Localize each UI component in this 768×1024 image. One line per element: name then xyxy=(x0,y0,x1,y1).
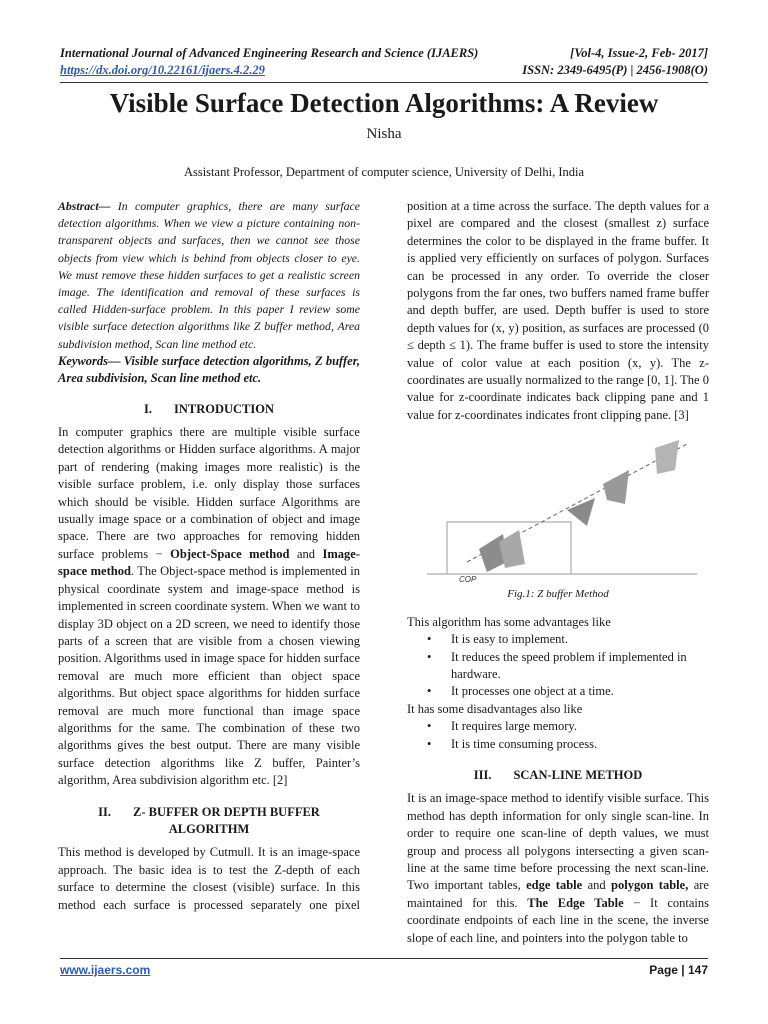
abstract xyxy=(58,198,360,353)
page-number: Page | 147 xyxy=(649,963,708,977)
zbuffer-paragraph-start: This method is developed by Cutmull. It is an image-space approach. The basic idea is to test the Z-depth of each surface to determine the closest (visible) surface. In this method each surface is processed separately one pixel xyxy=(58,845,360,912)
keywords-label: Keywords— xyxy=(58,353,121,368)
section-heading-introduction: I. INTRODUCTION xyxy=(143,401,274,416)
section-heading-scanline: III. SCAN-LINE METHOD xyxy=(473,767,643,782)
running-header-right xyxy=(522,45,708,79)
running-header-left xyxy=(60,45,478,79)
doi-link[interactable]: https://dx.doi.org/10.22161/ijaers.4.2.29 xyxy=(60,63,265,77)
header-divider xyxy=(60,82,708,83)
list-item: • It is easy to implement. xyxy=(407,631,709,648)
disadvantages-list xyxy=(407,718,709,753)
issn: ISSN: 2349-6495(P) | 2456-1908(O) xyxy=(522,63,708,77)
list-item: • It processes one object at a time. xyxy=(407,683,709,700)
author-name: Nisha xyxy=(366,126,402,142)
list-item: • It is time consuming process. xyxy=(407,736,709,753)
paper-title: Visible Surface Detection Algorithms: A Review xyxy=(109,88,659,118)
polygon-mid-2 xyxy=(603,470,629,504)
scanline-paragraph: It is an image-space method to identify visible surface. This method has depth information for only single scan-line. In order to require one scan-line of depth values, we must group and process all polygons intersecting a given scan-line at the same time before processing the next scan-line. Two important tables, edge table and polygon table, are maintained for this. The Edge Table − It contains coordinate endpoints of each line in the scene, the inverse slope of each line, and pointers into the polygon table to xyxy=(407,791,709,945)
disadvantages-intro: It has some disadvantages also like xyxy=(407,701,583,716)
figure-caption: Fig.1: Z buffer Method xyxy=(507,588,609,601)
section-heading-zbuffer: II. Z- BUFFER OR DEPTH BUFFER ALGORITHM xyxy=(98,804,320,836)
list-item: • It reduces the speed problem if implemented in hardware. xyxy=(407,649,709,684)
journal-website-link[interactable]: www.ijaers.com xyxy=(60,963,151,977)
cop-label: COP xyxy=(459,575,477,585)
abstract-label: Abstract— xyxy=(58,199,111,213)
zbuffer-paragraph-continued: position at a time across the surface. The depth values for a pixel are compared and the closest (smallest z) surface determines the color to be displayed in the frame buffer. It is applied very efficiently on surfaces of polygon. Surfaces can be processed in any order. To override the closer polygons from the far ones, two buffers named frame buffer and depth buffer, are used. Depth buffer is used to store depth values for (x, y) position, as surfaces are processed (0 ≤ depth ≤ 1). The frame buffer is used to store the intensity value of color value at each position (x, y). The z-coordinates are usually normalized to the range [0, 1]. The 0 value for z-coordinate indicates back clipping pane and 1 value for z-coordinates indicates front clipping pane. [3] xyxy=(407,199,709,422)
keywords xyxy=(58,353,360,388)
volume-issue: [Vol-4, Issue-2, Feb- 2017] xyxy=(570,46,708,60)
introduction-paragraph: In computer graphics there are multiple visible surface detection algorithms or Hidden surface algorithms. A major part of rendering (making images more realistic) is the visible surface problem, i.e. only display those surfaces which should be visible. Hidden surface Algorithms are usually image space or a combination of object and image space. There are two approaches for removing hidden surface problems − Object-Space method and Image-space method. The Object-space method is implemented in physical coordinate system and image-space method is implemented in screen coordinate system. When we want to display 3D object on a 2D screen, we need to identify those parts of a screen that are visible from a chosen viewing position. Algorithms used in image space for hidden surface removal are much more efficient than object space algorithms. But object space algorithms for hidden surface removal are much more functional than image space algorithms for the same. The combination of these two algorithms gives the best output. There are many visible surface detection algorithms like Z buffer, Painter’s algorithm, Area subdivision algorithm etc. [2] xyxy=(58,425,360,788)
keywords-text: Visible surface detection algorithms, Z buffer, Area subdivision, Scan line method etc. xyxy=(58,353,360,386)
advantages-list xyxy=(407,631,709,701)
right-column xyxy=(407,198,709,947)
left-column xyxy=(58,198,360,914)
advantages-intro: This algorithm has some advantages like xyxy=(407,614,611,629)
author-affiliation: Assistant Professor, Department of computer science, University of Delhi, India xyxy=(183,165,585,179)
zbuffer-diagram xyxy=(407,434,707,584)
abstract-text: In computer graphics, there are many surface detection algorithms. When we view a picture containing non-transparent objects and surfaces, then we cannot see those objects from view which is behind from objects closer to eye. We must remove these hidden surfaces to get a realistic screen image. The identification and removal of these surfaces is called Hidden-surface problem. In this paper I review some visible surface detection algorithms like Z buffer method, Area subdivision method, Scan line method etc. xyxy=(58,199,360,351)
list-item: • It requires large memory. xyxy=(407,718,709,735)
footer-divider xyxy=(60,958,708,959)
journal-name: International Journal of Advanced Engineering Research and Science (IJAERS) xyxy=(60,46,479,60)
polygon-far xyxy=(655,440,679,474)
zbuffer-figure xyxy=(407,434,707,584)
